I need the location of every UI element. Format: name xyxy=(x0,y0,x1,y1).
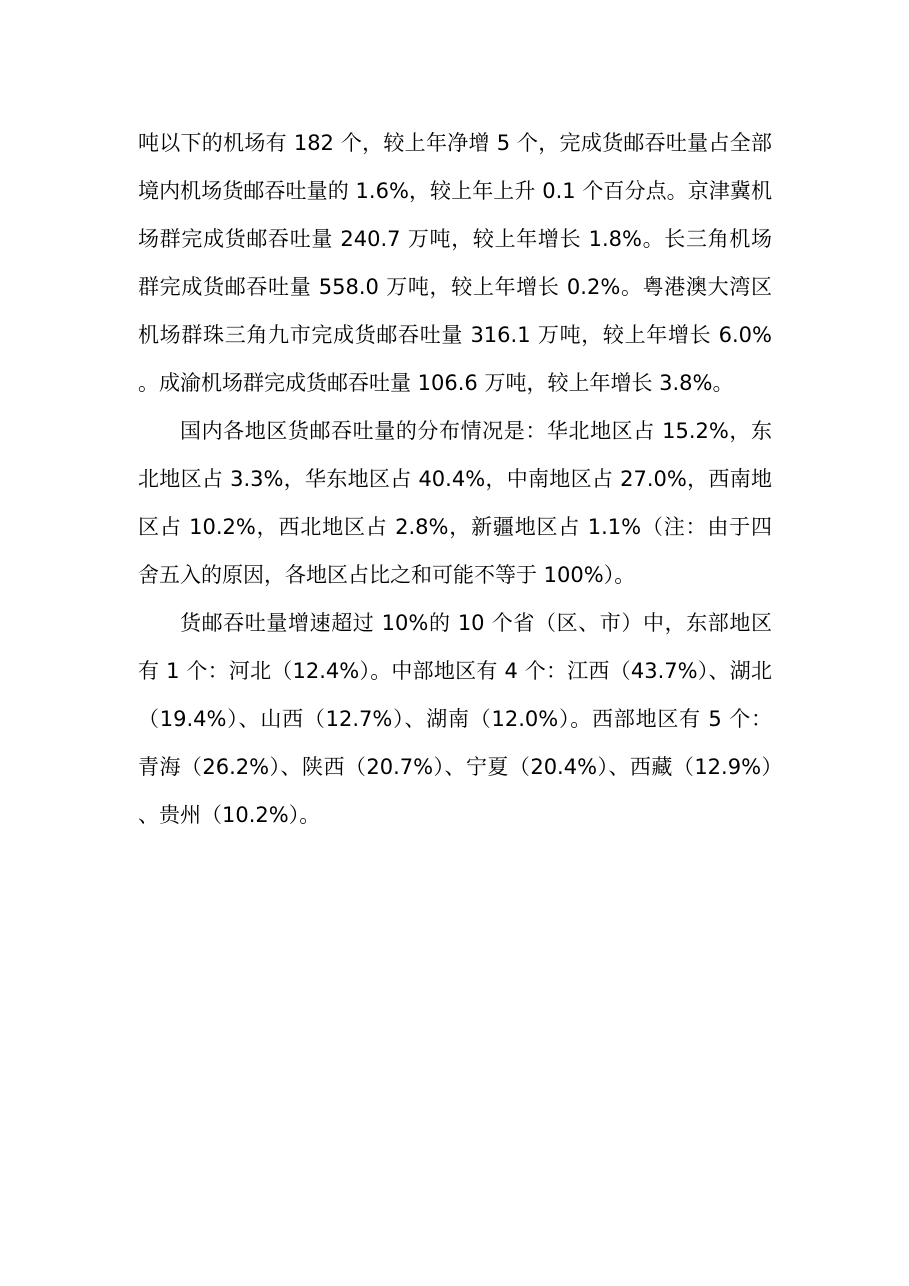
document-body xyxy=(138,119,772,839)
paragraph-growth-provinces: 货邮吞吐量增速超过 10%的 10 个省（区、市）中，东部地区有 1 个：河北（12.4%）。中部地区有 4 个：江西（43.7%）、湖北（19.4%）、山西（12.7%）、湖南（12.0%）。西部地区有 5 个：青海（26.2%）、陕西（20.7%）、宁夏（20.4%）、西藏（12.9%）、贵州（10.2%）。 xyxy=(138,611,772,827)
paragraph-airport-cargo: 吨以下的机场有 182 个，较上年净增 5 个，完成货邮吞吐量占全部境内机场货邮吞吐量的 1.6%，较上年上升 0.1 个百分点。京津冀机场群完成货邮吞吐量 240.7 万吨，较上年增长 1.8%。长三角机场群完成货邮吞吐量 558.0 万吨，较上年增长 0.2%。粤港澳大湾区机场群珠三角九市完成货邮吞吐量 316.1 万吨，较上年增长 6.0%。成渝机场群完成货邮吞吐量 106.6 万吨，较上年增长 3.8%。 xyxy=(138,131,772,395)
paragraph-regional-distribution: 国内各地区货邮吞吐量的分布情况是：华北地区占 15.2%，东北地区占 3.3%，华东地区占 40.4%，中南地区占 27.0%，西南地区占 10.2%，西北地区占 2.8%，新疆地区占 1.1%（注：由于四舍五入的原因，各地区占比之和可能不等于 100%）。 xyxy=(138,419,772,587)
